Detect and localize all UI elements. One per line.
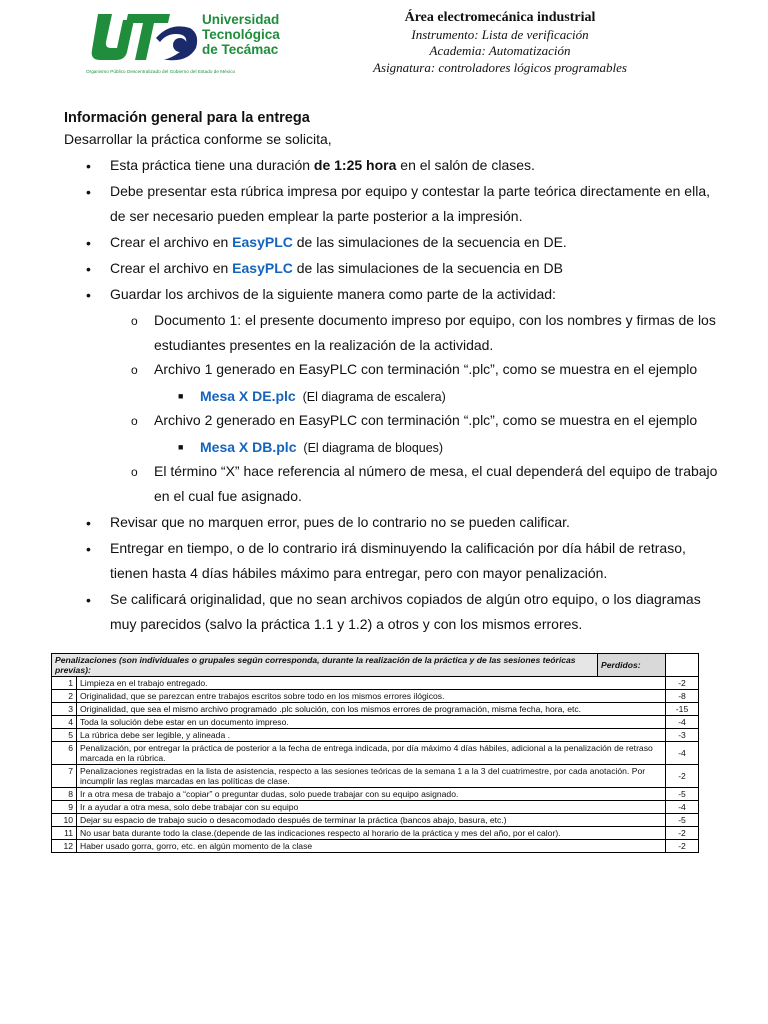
penalty-points: -4	[666, 742, 699, 765]
sub-bullet-marker: o	[131, 363, 138, 377]
lost-points-header: Perdidos:	[598, 654, 666, 677]
penalty-description: Toda la solución debe estar en un documento impreso.	[77, 716, 666, 729]
penalty-description: Dejar su espacio de trabajo sucio o desacomodado después de terminar la práctica (bancos abajo, basura, etc.)	[77, 814, 666, 827]
file-name-de: Mesa X DE.plc	[200, 388, 296, 404]
bullet-text: de las simulaciones de la secuencia en DE.	[292, 234, 567, 250]
penalty-row	[52, 840, 699, 853]
penalty-points: -15	[666, 703, 699, 716]
file-name-db: Mesa X DB.plc	[200, 439, 297, 455]
easyplc-highlight: EasyPLC	[232, 260, 293, 276]
penalty-row	[52, 765, 699, 788]
bullet-ontime-line1: Entregar en tiempo, o de lo contrario irá disminuyendo la calificación por día hábil de retraso,	[110, 540, 686, 556]
bullet-review: Revisar que no marquen error, pues de lo contrario no se pueden calificar.	[110, 514, 570, 530]
logo-name-line: Tecnológica	[202, 27, 280, 42]
document-header	[340, 10, 660, 76]
penalty-number: 3	[52, 703, 77, 716]
header-area: Área electromecánica industrial	[404, 10, 596, 25]
penalty-description: No usar bata durante todo la clase.(depende de las indicaciones respecto al horario de la práctica y mes del año, por el calor).	[77, 827, 666, 840]
bullet-text: de las simulaciones de la secuencia en DB	[292, 260, 563, 276]
file-example-de	[200, 383, 446, 410]
intro-text: Desarrollar la práctica conforme se solicita,	[64, 131, 332, 147]
square-bullet-marker: ■	[178, 442, 184, 452]
section-title: Información general para la entrega	[64, 110, 310, 126]
penalty-number: 1	[52, 677, 77, 690]
university-logo	[84, 8, 286, 80]
penalty-description: Haber usado gorra, gorro, etc. en algún momento de la clase	[77, 840, 666, 853]
penalty-row	[52, 742, 699, 765]
penalties-body	[52, 677, 699, 853]
sub-bullet-archive2: Archivo 2 generado en EasyPLC con terminación “.plc”, como se muestra en el ejemplo	[154, 412, 698, 428]
penalty-description: Ir a otra mesa de trabajo a “copiar” o preguntar dudas, solo puede trabajar con su equipo asignado.	[77, 788, 666, 801]
header-academy: Academia: Automatización	[429, 43, 571, 58]
penalty-number: 5	[52, 729, 77, 742]
logo-name-line: Universidad	[202, 12, 280, 27]
bullet-duration	[110, 152, 535, 178]
penalty-description: Originalidad, que sea el mismo archivo programado .plc solución, con los mismos errores de programación, misma fecha, hora, etc.	[77, 703, 666, 716]
ut-logo-mark-icon	[84, 8, 204, 68]
penalty-number: 10	[52, 814, 77, 827]
penalty-description: La rúbrica debe ser legible, y alineada .	[77, 729, 666, 742]
bullet-rubric-line1: Debe presentar esta rúbrica impresa por equipo y contestar la parte teórica directamente en ella,	[110, 183, 710, 199]
penalty-points: -2	[666, 840, 699, 853]
penalty-description: Originalidad, que se parezcan entre trabajos escritos sobre todo en los mismos errores ilógicos.	[77, 690, 666, 703]
penalty-points: -4	[666, 801, 699, 814]
lost-points-cell	[666, 654, 699, 677]
header-instrument: Instrumento: Lista de verificación	[411, 26, 589, 42]
bullet-marker: •	[86, 541, 91, 557]
penalty-row	[52, 690, 699, 703]
square-bullet-marker: ■	[178, 391, 184, 401]
penalty-description: Limpieza en el trabajo entregado.	[77, 677, 666, 690]
penalty-description: Penalización, por entregar la práctica de posterior a la fecha de entrega indicada, por día máximo 4 días hábiles, adicional a la penalización de retraso marcada en la rúbrica.	[77, 742, 666, 765]
bullet-ontime-line2: tienen hasta 4 días hábiles máximo para entregar, pero con mayor penalización.	[110, 565, 608, 581]
sub-bullet-doc1-line1: Documento 1: el presente documento impreso por equipo, con los nombres y firmas de los	[154, 312, 716, 328]
file-note: (El diagrama de escalera)	[295, 390, 446, 404]
penalty-number: 7	[52, 765, 77, 788]
penalty-points: -4	[666, 716, 699, 729]
bullet-save-files: Guardar los archivos de la siguiente manera como parte de la actividad:	[110, 286, 556, 302]
sub-bullet-archive1: Archivo 1 generado en EasyPLC con terminación “.plc”, como se muestra en el ejemplo	[154, 361, 698, 377]
file-example-db	[200, 434, 443, 461]
penalty-number: 2	[52, 690, 77, 703]
penalty-number: 11	[52, 827, 77, 840]
duration-value: de 1:25 hora	[313, 157, 397, 173]
penalties-header: Penalizaciones (son individuales o grupales según corresponda, durante la realización de la práctica y de las sesiones teóricas previas):	[52, 654, 598, 677]
bullet-text: Crear el archivo en	[110, 260, 233, 276]
sub-bullet-x-line1: El término “X” hace referencia al número de mesa, el cual dependerá del equipo de trabajo	[154, 463, 718, 479]
logo-university-name	[202, 12, 302, 57]
sub-bullet-marker: o	[131, 414, 138, 428]
bullet-marker: •	[86, 287, 91, 303]
sub-bullet-x-line2: en el cual fue asignado.	[154, 488, 302, 504]
penalties-header-row	[52, 654, 699, 677]
penalty-number: 12	[52, 840, 77, 853]
easyplc-highlight: EasyPLC	[232, 234, 293, 250]
bullet-text: en el salón de clases.	[396, 157, 535, 173]
penalty-points: -2	[666, 765, 699, 788]
penalty-description: Ir a ayudar a otra mesa, solo debe trabajar con su equipo	[77, 801, 666, 814]
bullet-originality-line1: Se calificará originalidad, que no sean archivos copiados de algún otro equipo, o los diagramas	[110, 591, 701, 607]
sub-bullet-doc1-line2: estudiantes presentes en la realización de la actividad.	[154, 337, 494, 353]
penalty-points: -3	[666, 729, 699, 742]
penalty-points: -2	[666, 677, 699, 690]
sub-bullet-marker: o	[131, 465, 138, 479]
bullet-create-db	[110, 255, 563, 281]
bullet-rubric-line2: de ser necesario pueden emplear la parte posterior a la impresión.	[110, 208, 523, 224]
penalty-points: -5	[666, 788, 699, 801]
bullet-create-de	[110, 229, 567, 255]
penalty-row	[52, 703, 699, 716]
bullet-marker: •	[86, 158, 91, 174]
penalty-points: -5	[666, 814, 699, 827]
bullet-marker: •	[86, 592, 91, 608]
penalty-row	[52, 677, 699, 690]
penalty-row	[52, 788, 699, 801]
penalty-number: 9	[52, 801, 77, 814]
penalty-row	[52, 729, 699, 742]
penalty-number: 6	[52, 742, 77, 765]
bullet-marker: •	[86, 235, 91, 251]
penalty-row	[52, 827, 699, 840]
penalties-table	[51, 653, 699, 853]
logo-name-line: de Tecámac	[202, 42, 279, 57]
penalty-points: -8	[666, 690, 699, 703]
file-note: (El diagrama de bloques)	[296, 441, 444, 455]
bullet-marker: •	[86, 261, 91, 277]
penalty-description: Penalizaciones registradas en la lista de asistencia, respecto a las sesiones teóricas de la semana 1 a la 3 del cuatrimestre, por cada anotación. Por incumplir las reglas marcadas en las políticas de clase.	[77, 765, 666, 788]
sub-bullet-marker: o	[131, 314, 138, 328]
bullet-originality-line2: muy parecidos (salvo la práctica 1.1 y 1.2) a otros y con los mismos errores.	[110, 616, 583, 632]
logo-tagline: Organismo Público Descentralizado del Gobierno del Estado de México	[86, 69, 236, 74]
bullet-text: Esta práctica tiene una duración	[110, 157, 314, 173]
bullet-marker: •	[86, 184, 91, 200]
penalty-row	[52, 801, 699, 814]
penalty-points: -2	[666, 827, 699, 840]
bullet-marker: •	[86, 515, 91, 531]
penalty-number: 8	[52, 788, 77, 801]
penalty-row	[52, 716, 699, 729]
penalty-row	[52, 814, 699, 827]
header-subject: Asignatura: controladores lógicos programables	[373, 59, 627, 75]
bullet-text: Crear el archivo en	[110, 234, 233, 250]
penalty-number: 4	[52, 716, 77, 729]
